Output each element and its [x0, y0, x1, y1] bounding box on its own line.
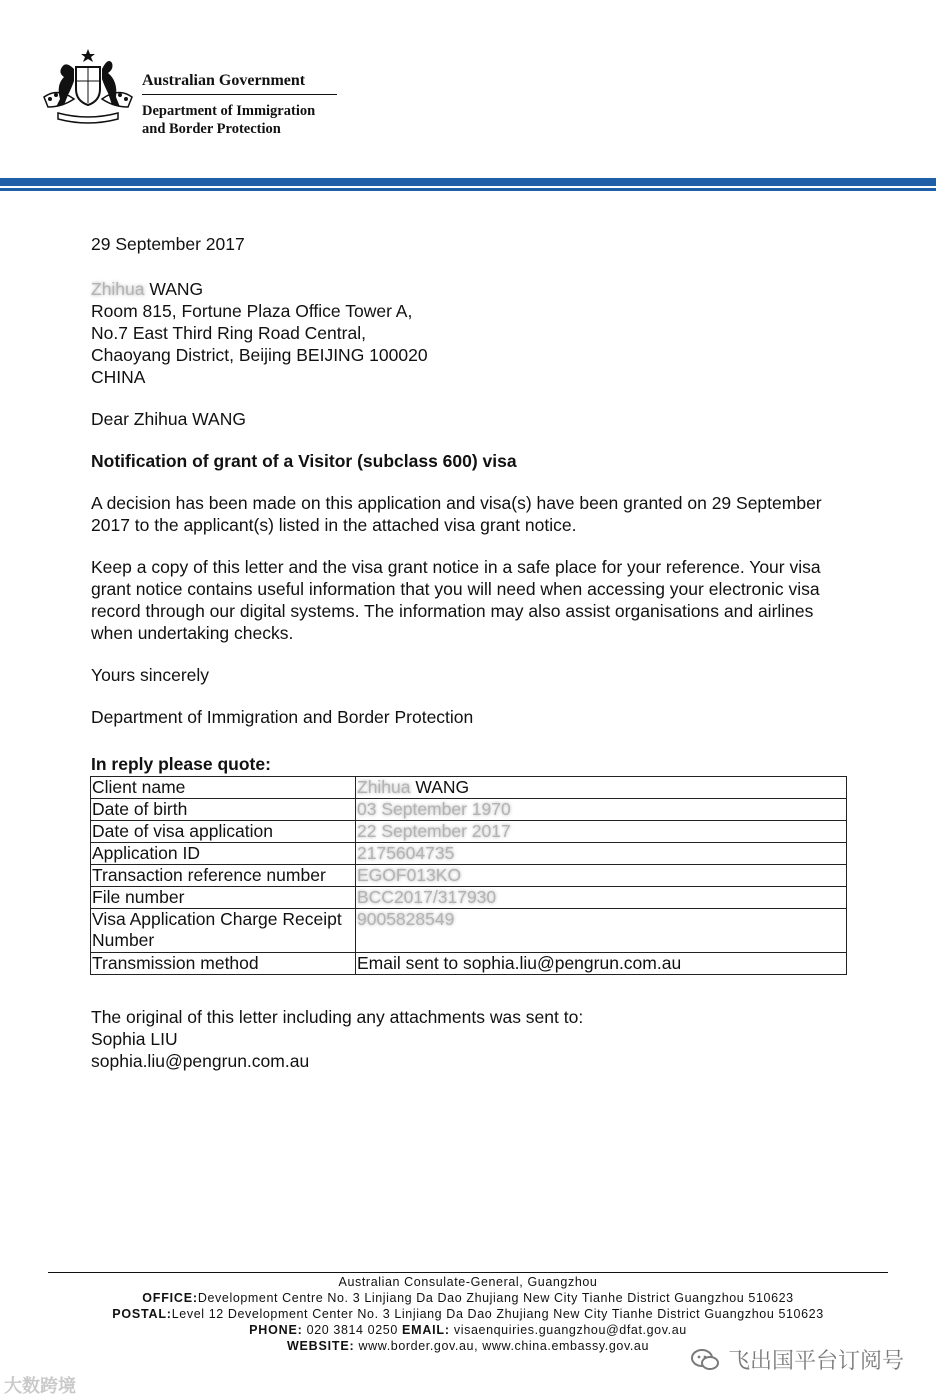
table-row	[91, 953, 847, 975]
address-line: Chaoyang District, Beijing BEIJING 100020	[91, 345, 428, 365]
footer-office-label: OFFICE:	[142, 1291, 198, 1305]
header-rule-thick	[0, 178, 936, 186]
transaction-reference-value: EGOF013KO	[356, 865, 847, 887]
closing-name: Sophia LIU	[91, 1029, 178, 1049]
watermark-left	[4, 1372, 76, 1398]
recipient-name-surname: WANG	[144, 279, 204, 299]
header-rule-thin	[0, 188, 936, 191]
footer-postal	[40, 1306, 896, 1322]
row-label: Visa Application Charge Receipt Number	[91, 909, 356, 953]
recipient-address-block	[91, 278, 851, 388]
row-label: Date of birth	[91, 799, 356, 821]
salutation: Dear Zhihua WANG	[91, 409, 246, 429]
footer-office	[40, 1290, 896, 1306]
table-row	[91, 887, 847, 909]
signoff: Yours sincerely	[91, 665, 210, 685]
table-row	[91, 799, 847, 821]
transmission-method-value: Email sent to sophia.liu@pengrun.com.au	[356, 953, 847, 975]
letter-subject: Notification of grant of a Visitor (subclass 600) visa	[91, 451, 517, 471]
department-title	[142, 102, 362, 138]
watermark-right-text: 飞出国平台订阅号	[728, 1348, 905, 1373]
footer-website-label: WEBSITE:	[286, 1339, 355, 1353]
footer-email-label: EMAIL:	[401, 1323, 450, 1337]
footer-website-text: www.border.gov.au, www.china.embassy.gov.au	[354, 1339, 650, 1353]
reply-table	[90, 776, 847, 975]
receipt-number-value: 9005828549	[356, 909, 847, 953]
row-label: Application ID	[91, 843, 356, 865]
table-row	[91, 843, 847, 865]
client-name-surname: WANG	[410, 777, 470, 797]
footer-office-text: Development Centre No. 3 Linjiang Da Dao Zhujiang New City Tianhe District Guangzhou 510623	[197, 1291, 794, 1305]
sender: Department of Immigration and Border Protection	[91, 707, 474, 727]
application-date-value: 22 September 2017	[356, 821, 847, 843]
chat-bubble-icon	[690, 1347, 720, 1373]
recipient-name-redacted: Zhihua	[91, 279, 145, 299]
footer	[40, 1274, 896, 1354]
watermark-right	[690, 1344, 904, 1375]
footer-postal-text: Level 12 Development Center No. 3 Linjiang Da Dao Zhujiang New City Tianhe District Guangzhou 510623	[171, 1307, 824, 1321]
letter-body	[91, 233, 851, 748]
closing-block	[91, 1006, 583, 1072]
row-label: Transaction reference number	[91, 865, 356, 887]
footer-contact	[40, 1322, 896, 1338]
table-row	[91, 821, 847, 843]
row-label: Client name	[91, 777, 356, 799]
letter-date: 29 September 2017	[91, 234, 245, 254]
closing-email: sophia.liu@pengrun.com.au	[91, 1051, 310, 1071]
coat-of-arms-logo	[38, 47, 138, 127]
address-line: CHINA	[91, 367, 146, 387]
department-line-2: and Border Protection	[142, 121, 281, 137]
government-title: Australian Government	[142, 72, 337, 95]
footer-rule	[48, 1272, 888, 1273]
paragraph-keep-copy: Keep a copy of this letter and the visa grant notice in a safe place for your reference. Your visa grant notice contains useful information that you will need when accessing your electronic visa record through our digital systems. The information may also assist organisations and airlines when undertaking checks.	[91, 557, 821, 643]
row-label: Transmission method	[91, 953, 356, 975]
footer-email-text: visaenquiries.guangzhou@dfat.gov.au	[449, 1323, 687, 1337]
table-row	[91, 909, 847, 953]
department-line-1: Department of Immigration	[142, 103, 316, 119]
paragraph-decision: A decision has been made on this application and visa(s) have been granted on 29 September 2017 to the applicant(s) listed in the attached visa grant notice.	[91, 493, 822, 535]
watermark-left-text: 大数跨境	[4, 1376, 76, 1396]
row-label: Date of visa application	[91, 821, 356, 843]
client-name-value	[356, 777, 847, 799]
footer-consulate: Australian Consulate-General, Guangzhou	[338, 1275, 598, 1289]
closing-line: The original of this letter including any attachments was sent to:	[91, 1007, 584, 1027]
footer-postal-label: POSTAL:	[112, 1307, 172, 1321]
address-line: Room 815, Fortune Plaza Office Tower A,	[91, 301, 413, 321]
application-id-value: 2175604735	[356, 843, 847, 865]
reply-heading: In reply please quote:	[91, 754, 271, 774]
footer-phone-text: 020 3814 0250	[302, 1323, 402, 1337]
recipient-name	[91, 278, 851, 300]
table-row	[91, 777, 847, 799]
date-of-birth-value: 03 September 1970	[356, 799, 847, 821]
row-label: File number	[91, 887, 356, 909]
table-row	[91, 865, 847, 887]
file-number-value: BCC2017/317930	[356, 887, 847, 909]
address-line: No.7 East Third Ring Road Central,	[91, 323, 366, 343]
client-name-redacted: Zhihua	[357, 777, 411, 797]
footer-phone-label: PHONE:	[249, 1323, 303, 1337]
